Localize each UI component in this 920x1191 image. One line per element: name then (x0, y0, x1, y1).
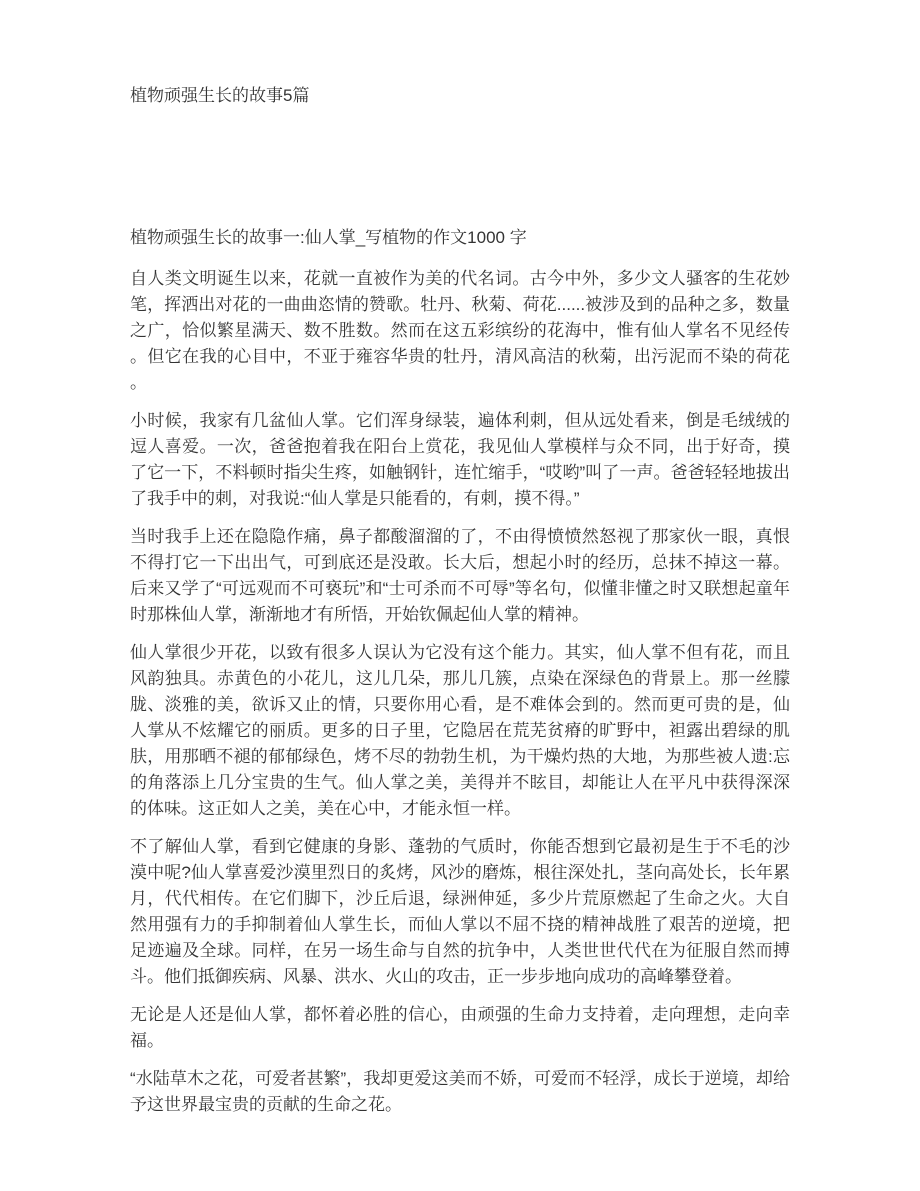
document-title: 植物顽强生长的故事5篇 (130, 86, 310, 105)
paragraph: “水陆草木之花，可爱者甚繁”，我却更爱这美而不娇，可爱而不轻浮，成长于逆境，却给予这世界最宝贵的贡献的生命之花。 (130, 1069, 790, 1114)
paragraph: 自人类文明诞生以来，花就一直被作为美的代名词。古今中外，多少文人骚客的生花妙笔，挥洒出对花的一曲曲恣情的赞歌。牡丹、秋菊、荷花......被涉及到的品种之多，数量之广，恰似繁星满天、数不胜数。然而在这五彩缤纷的花海中，惟有仙人掌名不见经传。但它在我的心目中，不亚于雍容华贵的牡丹，清风高洁的秋菊，出污泥而不染的荷花。 (130, 269, 790, 392)
section-heading: 植物顽强生长的故事一:仙人掌_写植物的作文1000 字 (130, 228, 527, 247)
document-body (130, 266, 790, 1118)
paragraph: 不了解仙人掌，看到它健康的身影、蓬勃的气质时，你能否想到它最初是生于不毛的沙漠中呢?仙人掌喜爱沙漠里烈日的炙烤，风沙的磨炼，根往深处扎，茎向高处长，长年累月，代代相传。在它们脚下，沙丘后退，绿洲伸延，多少片荒原燃起了生命之火。大自然用强有力的手抑制着仙人掌生长，而仙人掌以不屈不挠的精神战胜了艰苦的逆境，把足迹遍及全球。同样，在另一场生命与自然的抗争中，人类世世代代在为征服自然而搏斗。他们抵御疾病、风暴、洪水、火山的攻击，正一步步地向成功的高峰攀登着。 (130, 837, 790, 986)
paragraph: 无论是人还是仙人掌，都怀着必胜的信心，由顽强的生命力支持着，走向理想，走向幸福。 (130, 1005, 790, 1050)
paragraph: 仙人掌很少开花，以致有很多人误认为它没有这个能力。其实，仙人掌不但有花，而且风韵独具。赤黄色的小花儿，这儿几朵，那儿几簇，点染在深绿色的背景上。那一丝朦胧、淡雅的美，欲诉又止的情，只要你用心看，是不难体会到的。然而更可贵的是，仙人掌从不炫耀它的丽质。更多的日子里，它隐居在荒芜贫瘠的旷野中，袒露出碧绿的肌肤，用那晒不褪的郁郁绿色，烤不尽的勃勃生机，为干燥灼热的大地，为那些被人遗:忘的角落添上几分宝贵的生气。仙人掌之美，美得并不眩目，却能让人在平凡中获得深深的体味。这正如人之美，美在心中，才能永恒一样。 (130, 643, 790, 818)
paragraph: 当时我手上还在隐隐作痛，鼻子都酸溜溜的了，不由得愤愤然怒视了那家伙一眼，真恨不得打它一下出出气，可到底还是没敢。长大后，想起小时的经历，总抹不掉这一幕。后来又学了“可远观而不可亵玩”和“士可杀而不可辱”等名句，似懂非懂之时又联想起童年时那株仙人掌，渐渐地才有所悟，开始钦佩起仙人掌的精神。 (130, 527, 790, 624)
paragraph: 小时候，我家有几盆仙人掌。它们浑身绿装，遍体利刺，但从远处看来，倒是毛绒绒的逗人喜爱。一次，爸爸抱着我在阳台上赏花，我见仙人掌模样与众不同，出于好奇，摸了它一下，不料顿时指尖生疼，如触钢针，连忙缩手，“哎哟”叫了一声。爸爸轻轻地拔出了我手中的刺，对我说:“仙人掌是只能看的，有刺，摸不得。” (130, 411, 790, 508)
